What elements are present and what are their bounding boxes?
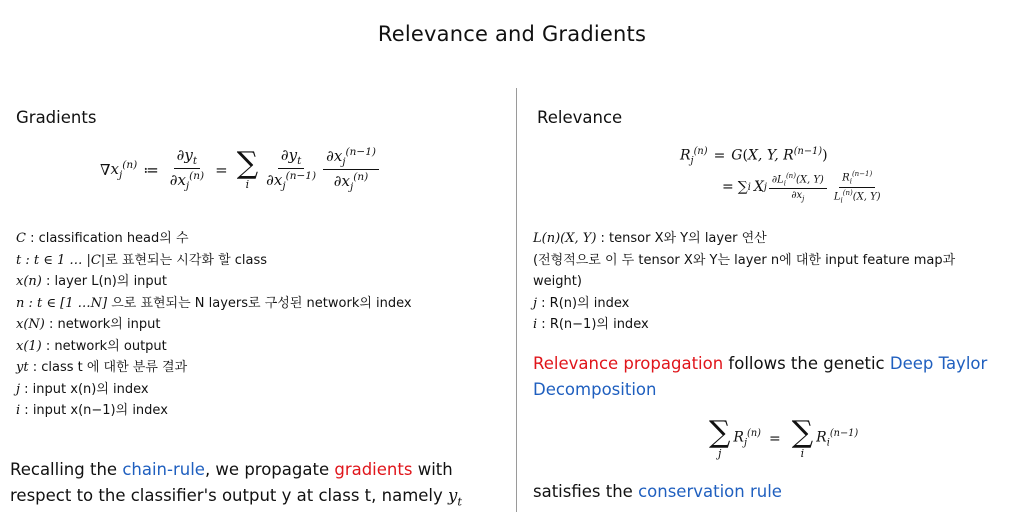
definition-row: yt : class t 에 대한 분류 결과 (16, 360, 188, 375)
gradient-equation: ∇ $x_j^{(n)}$ ≔ $\frac{\partial y_t}{\partial x_j^{(n)}}$ = ∑ i $\frac{\partial y_t}{\partial x_j^{(n-1)}}$ $\frac{\partial x_j^{(n-1)}}{\partial x_j^{(n)}}$ (100, 146, 381, 193)
definition-row: x(N) : network의 input (16, 317, 161, 332)
column-divider (516, 88, 517, 512)
definition-row: i : R(n−1)의 index (533, 317, 649, 332)
definition-row: (전형적으로 이 두 tensor X와 Y는 layer n에 대한 input feature map과 (533, 252, 956, 268)
definition-row: n : t ∈ [1 …N] 으로 표현되는 N layers로 구성된 network의 index (16, 295, 412, 311)
slide-title: Relevance and Gradients (377, 22, 647, 46)
taylor-paragraph: Relevance propagation follows the genetic Deep Taylor Decomposition (533, 354, 988, 399)
deep-taylor-highlight: Deep Taylor (889, 354, 988, 373)
chain-rule-paragraph: Recalling the chain-rule, we propagate gradients with respect to the classifier's output y at class t, namely $y_t$ (10, 460, 462, 509)
chain-rule-highlight: chain-rule (122, 460, 205, 479)
conservation-rule-highlight: conservation rule (638, 482, 782, 501)
relevance-equation: $R_j^{(n)} = G(X$, Y, $R^{(n-1)}$) = ∑ i X j $\frac{\partial L_i^{(n)}(X, Y)}{\partial x_j}$ $\frac{R_i^{(n-1)}}{L_i^{(n)}(X, Y)}$ (680, 146, 881, 205)
definition-row: j : R(n)의 index (533, 295, 630, 311)
definition-row: i : input x(n−1)의 index (16, 403, 168, 418)
decomposition-highlight: Decomposition (533, 380, 657, 399)
definition-row: weight) (533, 274, 582, 289)
definition-row: L(n)(X, Y) : tensor X와 Y의 layer 연산 (533, 231, 767, 246)
relevance-definitions (533, 228, 955, 336)
gradients-heading: Gradients (16, 108, 97, 127)
definition-row: t : t ∈ 1 … |C|로 표현되는 시각화 할 class (16, 252, 268, 268)
conservation-equation: ∑ j $R_j^{(n)}$ = ∑ i $R_i^{(n-1)}$ (709, 415, 859, 460)
gradients-highlight: gradients (334, 460, 413, 479)
definition-row: j : input x(n)의 index (16, 381, 149, 397)
conservation-paragraph: satisfies the conservation rule (533, 482, 782, 501)
definition-row: C : classification head의 수 (16, 231, 189, 246)
relevance-propagation-highlight: Relevance propagation (533, 354, 724, 373)
gradient-definitions (16, 228, 412, 422)
relevance-heading: Relevance (537, 108, 623, 127)
definition-row: x(n) : layer L(n)의 input (16, 274, 168, 289)
yt-symbol: $y_t$ (448, 486, 462, 509)
definition-row: x(1) : network의 output (16, 338, 167, 354)
